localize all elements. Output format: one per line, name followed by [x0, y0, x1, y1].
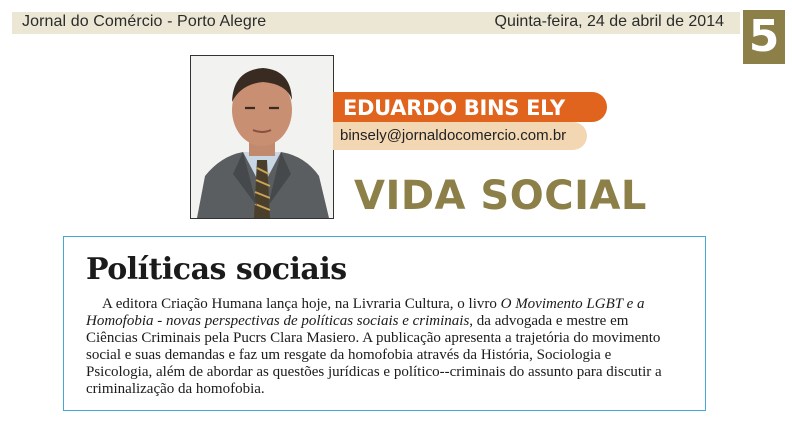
- page-number: 5: [743, 10, 785, 64]
- author-email: binsely@jornaldocomercio.com.br: [340, 127, 567, 144]
- article-body: [86, 296, 676, 398]
- author-photo: [190, 55, 334, 219]
- publication-name: Jornal do Comércio - Porto Alegre: [22, 13, 267, 30]
- article-book-title: O Movimento LGBT e a Homofobia - novas perspectivas de políticas sociais e criminais: [86, 296, 645, 329]
- publication-date: Quinta-feira, 24 de abril de 2014: [494, 13, 724, 30]
- article-body-intro: A editora Criação Humana lança hoje, na Livraria Cultura, o livro: [102, 296, 501, 312]
- article-body-rest: , da advogada e mestre em Ciências Criminais pela Pucrs Clara Masiero. A publicação apresenta a trajetória do movimento social e suas demandas e faz um resgate da homofobia através da História, Sociologia e Psicologia, além de abordar as questões jurídicas e político--criminais do assunto para discutir a criminalização da homofobia.: [86, 313, 662, 397]
- article-title: Políticas sociais: [86, 252, 347, 287]
- author-name: EDUARDO BINS ELY: [343, 96, 565, 120]
- column-title: VIDA SOCIAL: [354, 173, 647, 219]
